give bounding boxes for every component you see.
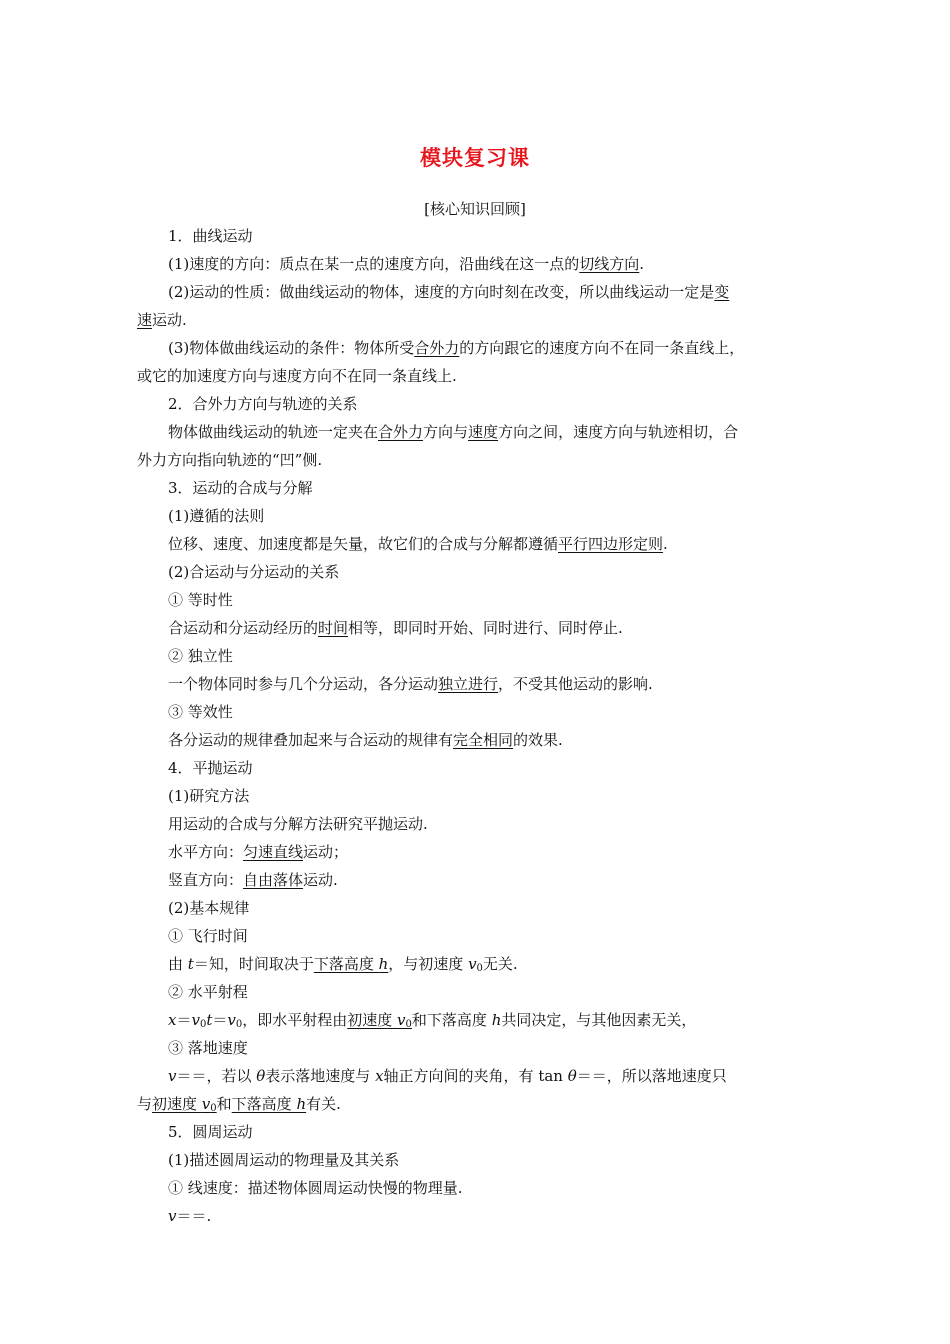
blank-answer: 速 bbox=[137, 311, 153, 329]
paragraph-rule: 位移、速度、加速度都是矢量，故它们的合成与分解都遵循平行四边形定则. bbox=[168, 535, 668, 553]
item-horizontal-range: ② 水平射程 bbox=[168, 983, 248, 1001]
paragraph-horizontal-range: $x=v_0t=v_0$，即水平射程由初速度 $v_0$和下落高度 h共同决定，与其他因素无关， bbox=[168, 1011, 697, 1030]
paragraph-motion-nature-cont: 速运动. bbox=[137, 311, 187, 329]
blank-answer: 合外力 bbox=[378, 423, 424, 441]
heading-force-trajectory: 2．合外力方向与轨迹的关系 bbox=[168, 395, 358, 413]
heading-circular-motion: 5．圆周运动 bbox=[168, 1123, 253, 1141]
page-title: 模块复习课 bbox=[420, 145, 530, 170]
blank-answer: 时间 bbox=[318, 619, 349, 637]
item-equivalence: ③ 等效性 bbox=[168, 703, 233, 721]
subheading-relationship: (2)合运动与分运动的关系 bbox=[168, 563, 340, 581]
blank-answer: 初速度 $v_0$ bbox=[347, 1011, 412, 1030]
item-linear-velocity: ① 线速度：描述物体圆周运动快慢的物理量. bbox=[168, 1179, 463, 1197]
blank-answer: 下落高度 h bbox=[231, 1095, 307, 1113]
blank-answer: 自由落体 bbox=[243, 871, 304, 889]
paragraph-equivalence: 各分运动的规律叠加起来与合运动的规律有完全相同的效果. bbox=[168, 731, 563, 749]
paragraph-motion-nature: (2)运动的性质：做曲线运动的物体，速度的方向时刻在改变，所以曲线运动一定是变 bbox=[168, 283, 730, 301]
subheading-laws: (2)基本规律 bbox=[168, 899, 250, 917]
section-subtitle: [核心知识回顾] bbox=[424, 200, 526, 218]
paragraph-horizontal: 水平方向：匀速直线运动； bbox=[168, 843, 349, 861]
paragraph-landing-velocity: v＝＝，若以 θ表示落地速度与 x轴正方向间的夹角，有 tan θ＝＝，所以落地速度只 bbox=[168, 1067, 727, 1085]
blank-answer: 合外力 bbox=[414, 339, 460, 357]
blank-answer: 下落高度 h bbox=[313, 955, 389, 973]
paragraph-vertical: 竖直方向：自由落体运动. bbox=[168, 871, 338, 889]
subheading-rule: (1)遵循的法则 bbox=[168, 507, 265, 525]
paragraph-velocity-direction: (1)速度的方向：质点在某一点的速度方向，沿曲线在这一点的切线方向. bbox=[168, 255, 645, 273]
paragraph-curve-condition-cont: 或它的加速度方向与速度方向不在同一条直线上. bbox=[137, 367, 457, 385]
paragraph-curve-condition: (3)物体做曲线运动的条件：物体所受合外力的方向跟它的速度方向不在同一条直线上， bbox=[168, 339, 745, 357]
heading-composition: 3．运动的合成与分解 bbox=[168, 479, 313, 497]
blank-answer: 匀速直线 bbox=[243, 843, 304, 861]
item-landing-velocity: ③ 落地速度 bbox=[168, 1039, 248, 1057]
item-isochronism: ① 等时性 bbox=[168, 591, 233, 609]
blank-answer: 完全相同 bbox=[453, 731, 514, 749]
paragraph-force-trajectory: 物体做曲线运动的轨迹一定夹在合外力方向与速度方向之间，速度方向与轨迹相切，合 bbox=[168, 423, 739, 441]
item-flight-time: ① 飞行时间 bbox=[168, 927, 248, 945]
paragraph-isochronism: 合运动和分运动经历的时间相等，即同时开始、同时进行、同时停止. bbox=[168, 619, 623, 637]
paragraph-force-trajectory-cont: 外力方向指向轨迹的“凹”侧. bbox=[137, 451, 323, 469]
paragraph-independence: 一个物体同时参与几个分运动，各分运动独立进行，不受其他运动的影响. bbox=[168, 675, 653, 693]
paragraph-landing-velocity-cont: 与初速度 $v_0$和下落高度 h有关. bbox=[137, 1095, 341, 1114]
blank-answer: 切线方向 bbox=[579, 255, 640, 273]
blank-answer: 初速度 $v_0$ bbox=[152, 1095, 217, 1114]
heading-curved-motion: 1．曲线运动 bbox=[168, 227, 253, 245]
paragraph-linear-velocity: v＝＝. bbox=[168, 1207, 212, 1225]
subheading-method: (1)研究方法 bbox=[168, 787, 250, 805]
blank-answer: 速度 bbox=[468, 423, 499, 441]
blank-answer: 平行四边形定则 bbox=[558, 535, 664, 553]
subheading-quantities: (1)描述圆周运动的物理量及其关系 bbox=[168, 1151, 400, 1169]
paragraph-flight-time: 由 t＝知，时间取决于下落高度 h，与初速度 $v_0$无关. bbox=[168, 955, 518, 974]
blank-answer: 独立进行 bbox=[438, 675, 499, 693]
item-independence: ② 独立性 bbox=[168, 647, 233, 665]
paragraph-method: 用运动的合成与分解方法研究平抛运动. bbox=[168, 815, 428, 833]
heading-projectile: 4．平抛运动 bbox=[168, 759, 253, 777]
document-body bbox=[137, 222, 817, 1230]
blank-answer: 变 bbox=[714, 283, 730, 301]
